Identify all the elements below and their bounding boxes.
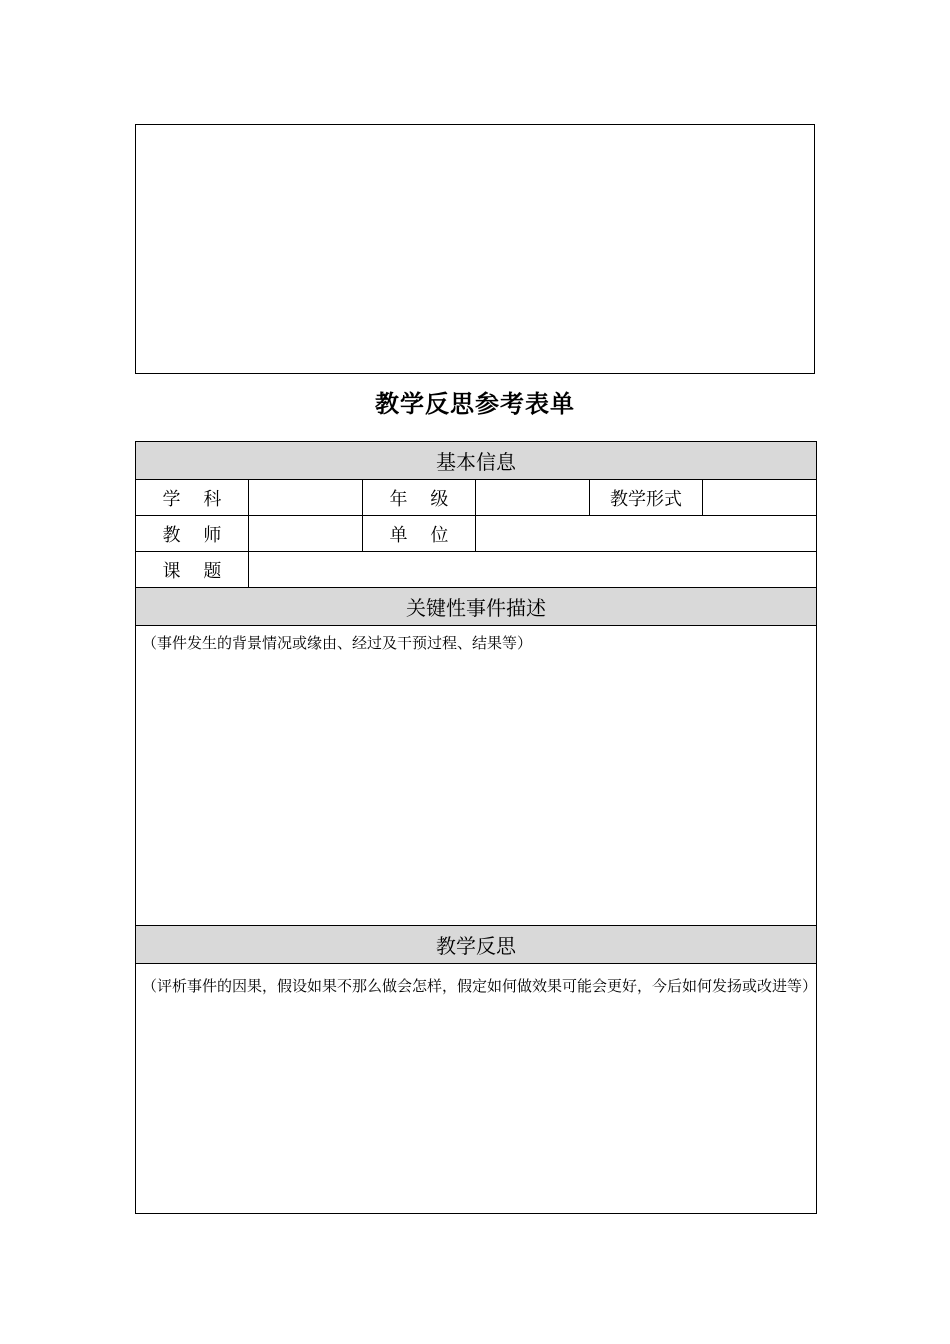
form-title: 教学反思参考表单: [375, 390, 575, 418]
section-basic-info: 基本信息: [136, 442, 817, 480]
label-topic: 课 题: [136, 552, 249, 588]
label-unit: 单 位: [363, 516, 476, 552]
label-teaching-form: 教学形式: [590, 480, 703, 516]
event-description-area[interactable]: [136, 626, 817, 926]
topic-field[interactable]: [249, 552, 817, 588]
reflection-area[interactable]: [136, 964, 817, 1214]
label-teacher: 教 师: [136, 516, 249, 552]
unit-field[interactable]: [476, 516, 817, 552]
subject-field[interactable]: [249, 480, 363, 516]
event-hint: （事件发生的背景情况或缘由、经过及干预过程、结果等）: [142, 634, 533, 652]
grade-field[interactable]: [476, 480, 590, 516]
reflection-hint: （评析事件的因果，假设如果不那么做会怎样，假定如何做效果可能会更好，今后如何发扬或改进等）: [142, 977, 818, 995]
section-reflection: 教学反思: [136, 926, 817, 964]
label-subject: 学 科: [136, 480, 249, 516]
section-key-event: 关键性事件描述: [136, 588, 817, 626]
teacher-field[interactable]: [249, 516, 363, 552]
blank-box: [135, 124, 815, 374]
label-grade: 年 级: [363, 480, 476, 516]
teaching-form-field[interactable]: [703, 480, 817, 516]
reflection-form-table: [135, 441, 817, 1214]
